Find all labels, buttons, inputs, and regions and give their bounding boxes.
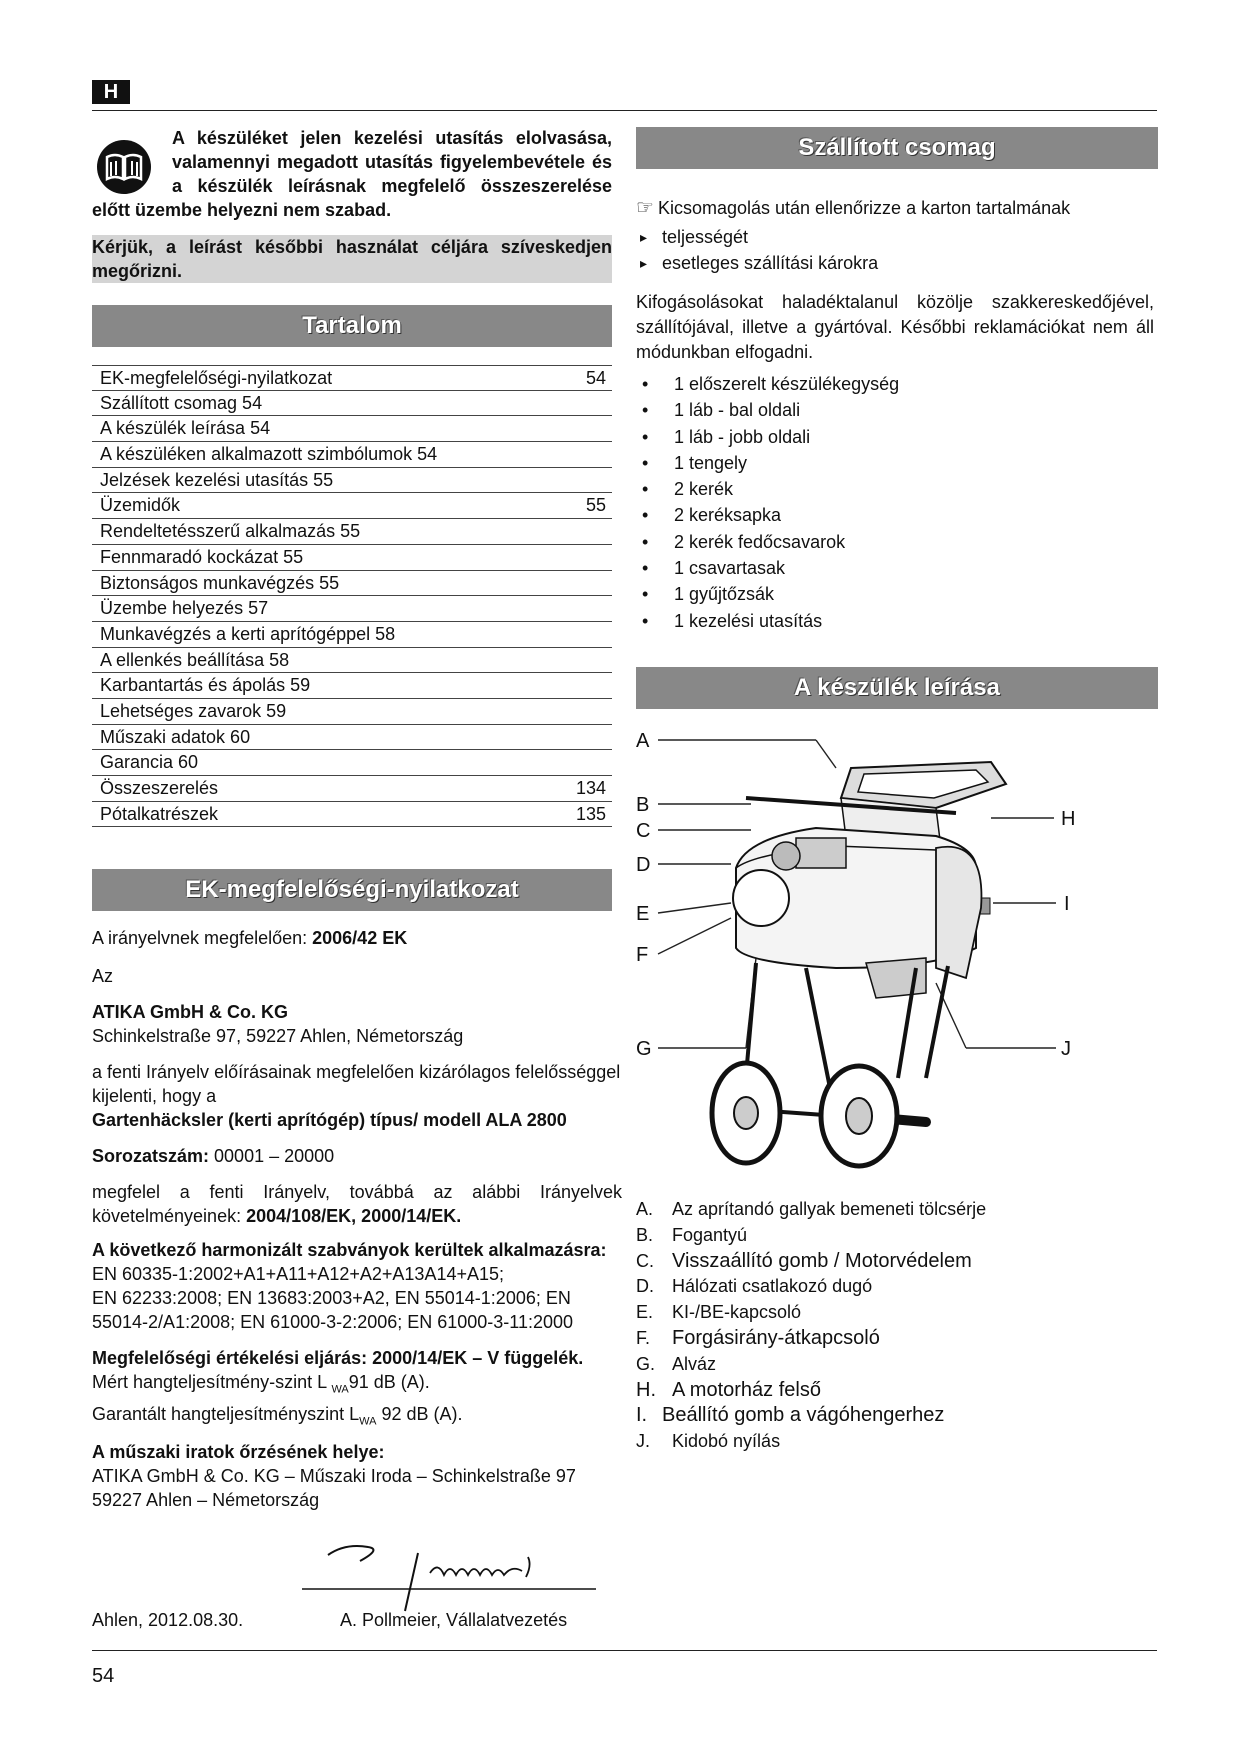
package-item: • 1 kezelési utasítás xyxy=(636,608,1136,634)
part-item: I. Beállító gomb a vágóhengerhez xyxy=(636,1404,945,1427)
documents-heading: A műszaki iratok őrzésének helye: xyxy=(92,1441,385,1462)
package-item: • 1 láb - jobb oldali xyxy=(636,424,1136,450)
part-item: B. Fogantyú xyxy=(636,1224,748,1245)
package-item: • 1 gyűjtőzsák xyxy=(636,581,1136,607)
standards-line-1: EN 60335-1:2002+A1+A11+A12+A2+A13A14+A15; xyxy=(92,1264,505,1284)
toc-label: A készülék leírása 54 xyxy=(100,418,271,439)
part-item: H. A motorház felső xyxy=(636,1378,821,1401)
toc-label: A készüléken alkalmazott szimbólumok 54 xyxy=(100,444,438,465)
toc-label: Biztonságos munkavégzés 55 xyxy=(100,572,340,593)
part-item: F. Forgásirány-átkapcsoló xyxy=(636,1326,880,1349)
package-items xyxy=(636,371,1136,634)
part-item: J. Kidobó nyílás xyxy=(636,1431,781,1452)
declaration-body xyxy=(92,926,622,1512)
package-check xyxy=(636,196,1158,276)
toc-row xyxy=(92,545,612,571)
guaranteed-sound-level: Garantált hangteljesítményszint $L_{WA}$ 92 dB (A). xyxy=(92,1403,463,1428)
package-item: • 2 kerék fedőcsavarok xyxy=(636,529,1136,555)
signature xyxy=(300,1535,600,1615)
toc-label: Üzembe helyezés 57 xyxy=(100,598,269,619)
toc-label: Lehetséges zavarok 59 xyxy=(100,700,287,721)
product-name: Gartenhäcksler (kerti aprítógép) típus/ modell ALA 2800 xyxy=(92,1110,567,1130)
toc-row xyxy=(92,776,612,802)
check-list xyxy=(636,224,1158,276)
package-heading: Szállított csomag xyxy=(636,127,1158,169)
package-item: • 1 tengely xyxy=(636,450,1136,476)
callout-g: G xyxy=(636,1038,652,1060)
toc-row xyxy=(92,725,612,751)
standards-heading: A következő harmonizált szabványok kerültek alkalmazásra: xyxy=(92,1240,607,1260)
toc-row xyxy=(92,802,612,828)
toc-page: 135 xyxy=(575,803,606,824)
callout-i: I xyxy=(1064,893,1070,915)
directive-line: A irányelvnek megfelelően: 2006/42 EK xyxy=(92,928,408,948)
callout-e: E xyxy=(636,903,650,925)
toc-label: EK-megfelelőségi-nyilatkozat xyxy=(100,368,333,388)
toc-label: Szállított csomag 54 xyxy=(100,392,263,413)
declaration-heading: EK-megfelelőségi-nyilatkozat xyxy=(92,869,612,911)
toc-label: Jelzések kezelési utasítás 55 xyxy=(100,469,334,490)
language-badge: H xyxy=(92,80,130,104)
package-item: • 2 keréksapka xyxy=(636,502,1136,528)
place-date: Ahlen, 2012.08.30. xyxy=(92,1610,244,1630)
declaration-statement: a fenti Irányelv előírásainak megfelelően kizárólagos felelősséggel kijelenti, hogy a xyxy=(92,1062,621,1106)
callout-j: J xyxy=(1061,1038,1071,1060)
az-text: Az xyxy=(92,966,114,986)
toc-label: Műszaki adatok 60 xyxy=(100,726,251,747)
part-item: A. Az aprítandó gallyak bemeneti tölcsérje xyxy=(636,1199,987,1219)
toc-label: Összeszerelés xyxy=(100,778,219,798)
part-item: E. KI-/BE-kapcsoló xyxy=(636,1302,802,1323)
signatory-name: A. Pollmeier, Vállalatvezetés xyxy=(340,1610,568,1630)
toc-page: 134 xyxy=(575,778,606,798)
part-item: C. Visszaállító gomb / Motorvédelem xyxy=(636,1249,972,1272)
package-item: • 1 láb - bal oldali xyxy=(636,397,1136,423)
toc-row xyxy=(92,571,612,597)
toc-label: Karbantartás és ápolás 59 xyxy=(100,675,311,696)
toc-row xyxy=(92,468,612,494)
package-item: • 1 csavartasak xyxy=(636,555,1136,581)
toc-row xyxy=(92,622,612,648)
toc-row xyxy=(92,519,612,545)
standards-line-2: EN 62233:2008; EN 13683:2003+A2, EN 55014-1:2006; EN 55014-2/A1:2008; EN 61000-3-2:2006; EN 61000-3-11:2000 xyxy=(92,1288,574,1332)
toc-row xyxy=(92,648,612,674)
toc-label: Fennmaradó kockázat 55 xyxy=(100,546,304,567)
toc-page: 55 xyxy=(585,495,606,516)
callout-h: H xyxy=(1061,808,1076,830)
footer-rule xyxy=(92,1650,1157,1651)
toc-row xyxy=(92,391,612,417)
serial-number: Sorozatszám: 00001 – 20000 xyxy=(92,1146,335,1166)
toc-row xyxy=(92,750,612,776)
shredder-diagram xyxy=(636,718,1158,1198)
toc-label: Üzemidők xyxy=(100,495,181,516)
toc-heading: Tartalom xyxy=(92,305,612,347)
callout-d: D xyxy=(636,854,651,876)
pointing-hand-icon: ☞ xyxy=(636,197,654,219)
toc-row xyxy=(92,442,612,468)
header-rule xyxy=(92,110,1157,111)
check-item: ▸ teljességét xyxy=(636,224,1158,250)
package-item: • 2 kerék xyxy=(636,476,1136,502)
toc-row xyxy=(92,596,612,622)
part-item: G. Alváz xyxy=(636,1353,717,1374)
conformity-text: megfelel a fenti Irányelv, továbbá az alábbi Irányelvek követelményeinek: 2004/108/EK, 2000/14/EK. xyxy=(92,1182,622,1226)
toc-label: A ellenkés beállítása 58 xyxy=(100,649,290,670)
toc-row xyxy=(92,673,612,699)
toc-label: Rendeltetésszerű alkalmazás 55 xyxy=(100,521,361,542)
intro-warning: A készüléket jelen kezelési utasítás elolvasása, valamennyi megadott utasítás figyelembevétele és a készülék leírásnak megfelelő összeszerelése előtt üzembe helyezni nem szabad. xyxy=(92,128,612,220)
callout-c: C xyxy=(636,820,651,842)
parts-list xyxy=(636,1197,1146,1455)
check-item: ▸ esetleges szállítási károkra xyxy=(636,250,1158,276)
table-of-contents xyxy=(92,365,612,827)
measured-sound-level: Mért hangteljesítmény-szint L $_{WA}$91 dB (A). xyxy=(92,1372,430,1396)
procedure-heading: Megfelelőségi értékelési eljárás: 2000/14/EK – V függelék. xyxy=(92,1348,584,1368)
toc-row xyxy=(92,699,612,725)
company-name: ATIKA GmbH & Co. KG xyxy=(92,1002,288,1022)
page-number: 54 xyxy=(92,1665,115,1687)
callout-f: F xyxy=(636,944,649,966)
toc-row xyxy=(92,365,612,391)
toc-row xyxy=(92,416,612,442)
package-item: • 1 előszerelt készülékegység xyxy=(636,371,1136,397)
callout-b: B xyxy=(636,794,650,816)
documents-line-2: 59227 Ahlen – Németország xyxy=(92,1489,320,1510)
check-intro: ☞ Kicsomagolás után ellenőrizze a karton tartalmának xyxy=(636,197,1071,219)
part-item: D. Hálózati csatlakozó dugó xyxy=(636,1276,873,1297)
company-address: Schinkelstraße 97, 59227 Ahlen, Németország xyxy=(92,1026,464,1046)
toc-page: 54 xyxy=(585,368,606,388)
toc-label: Garancia 60 xyxy=(100,752,199,773)
toc-row xyxy=(92,493,612,519)
documents-line-1: ATIKA GmbH & Co. KG – Műszaki Iroda – Schinkelstraße 97 xyxy=(92,1465,576,1486)
description-heading: A készülék leírása xyxy=(636,667,1158,709)
keep-instructions-note: Kérjük, a leírást későbbi használat céljára szíveskedjen megőrizni. xyxy=(92,237,612,281)
toc-label: Pótalkatrészek xyxy=(100,803,219,824)
callout-a: A xyxy=(636,730,650,752)
complaint-note: Kifogásolásokat haladéktalanul közölje szakkereskedőjével, szállítójával, illetve a gyártóval. Későbbi reklamációkat nem áll módunkban elfogadni. xyxy=(636,292,1154,362)
toc-label: Munkavégzés a kerti aprítógéppel 58 xyxy=(100,623,396,644)
